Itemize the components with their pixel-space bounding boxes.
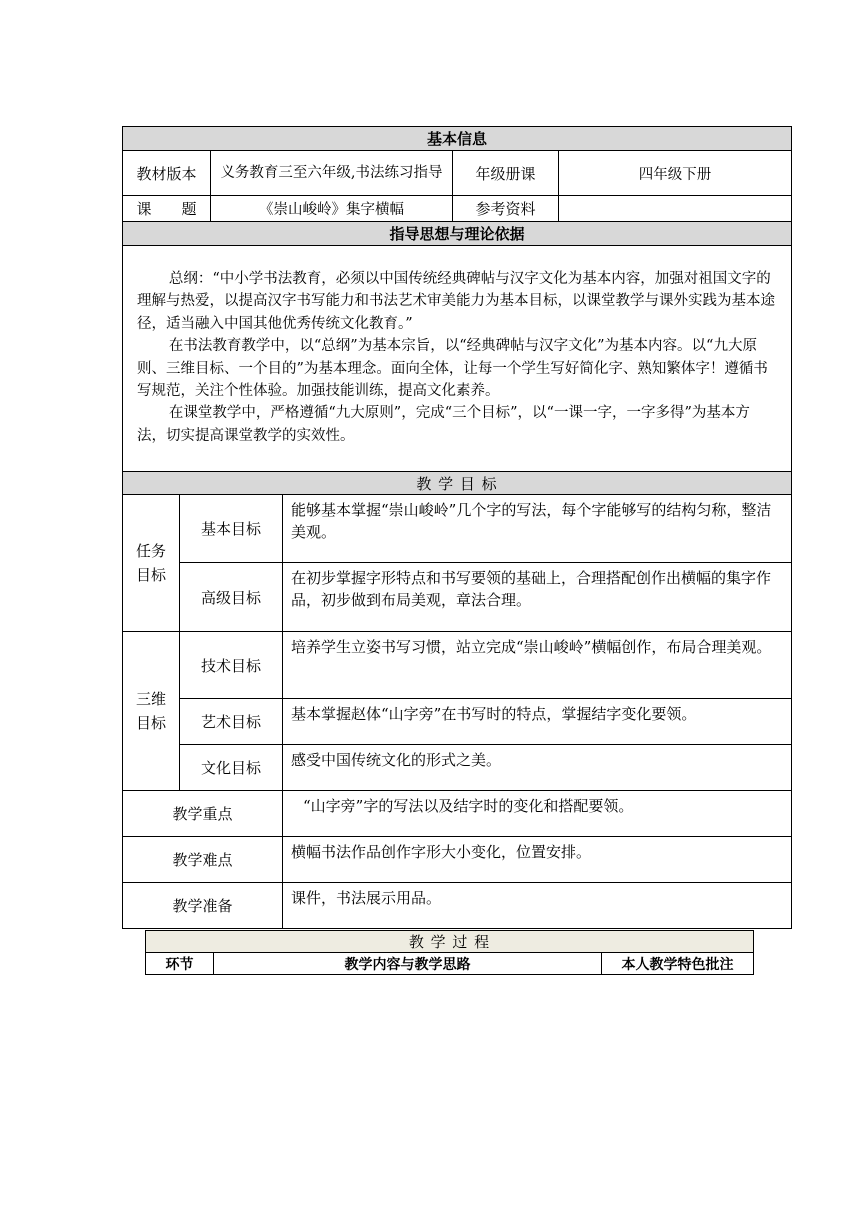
preparation-label: 教学准备 — [123, 883, 283, 929]
reference-value — [559, 196, 792, 222]
key-point-label: 教学重点 — [123, 791, 283, 837]
task-objectives-group — [123, 495, 180, 632]
process-col-content: 教学内容与教学思路 — [214, 953, 602, 975]
task-group-line1: 任务 — [135, 542, 166, 560]
guiding-paragraph-2: 在书法教育教学中，以“总纲”为基本宗旨，以“经典碑帖与汉字文化”为基本内容。以“九大原则、三维目标、一个目的”为基本理念。面向全体，让每一个学生写好简化字、熟知繁体字！遵循书写规范，关注个性体验。加强技能训练，提高文化素养。 — [137, 338, 768, 400]
topic-label: 课 题 — [123, 196, 211, 222]
three-group-line2: 目标 — [135, 714, 166, 732]
guiding-header: 指导思想与理论依据 — [123, 222, 792, 246]
culture-objective-label: 文化目标 — [180, 745, 283, 791]
difficulty-label: 教学难点 — [123, 837, 283, 883]
guiding-content — [123, 246, 792, 472]
key-point-text: “山字旁”字的写法以及结字时的变化和搭配要领。 — [283, 791, 792, 837]
tech-objective-text: 培养学生立姿书写习惯，站立完成“崇山峻岭”横幅创作，布局合理美观。 — [283, 632, 792, 699]
three-dim-objectives-group — [123, 632, 180, 791]
art-objective-text: 基本掌握赵体“山字旁”在书写时的特点，掌握结字变化要领。 — [283, 699, 792, 745]
guiding-paragraph-1: 总纲：“中小学书法教育，必须以中国传统经典碑帖与汉字文化为基本内容，加强对祖国文字的理解与热爱，以提高汉字书写能力和书法艺术审美能力为基本目标，以课堂教学与课外实践为基本途径，适当融入中国其他优秀传统文化教育。” — [137, 271, 775, 332]
grade-value: 四年级下册 — [559, 151, 792, 196]
basic-objective-label: 基本目标 — [180, 495, 283, 563]
basic-info-header: 基本信息 — [123, 127, 792, 151]
three-group-line1: 三维 — [135, 690, 166, 708]
topic-value: 《崇山峻岭》集字横幅 — [211, 196, 453, 222]
guiding-paragraph-3: 在课堂教学中，严格遵循“九大原则”，完成“三个目标”，以“一课一字，一字多得”为基本方法，切实提高课堂教学的实效性。 — [137, 405, 750, 444]
task-group-line2: 目标 — [135, 566, 166, 584]
culture-objective-text: 感受中国传统文化的形式之美。 — [283, 745, 792, 791]
art-objective-label: 艺术目标 — [180, 699, 283, 745]
advanced-objective-label: 高级目标 — [180, 563, 283, 632]
process-col-stage: 环节 — [146, 953, 214, 975]
objectives-header: 教 学 目 标 — [123, 472, 792, 495]
lesson-plan-table — [122, 126, 792, 929]
advanced-objective-text: 在初步掌握字形特点和书写要领的基础上，合理搭配创作出横幅的集字作品，初步做到布局美观，章法合理。 — [283, 563, 792, 632]
textbook-label: 教材版本 — [123, 151, 211, 196]
tech-objective-label: 技术目标 — [180, 632, 283, 699]
difficulty-text: 横幅书法作品创作字形大小变化，位置安排。 — [283, 837, 792, 883]
basic-objective-text: 能够基本掌握“崇山峻岭”几个字的写法，每个字能够写的结构匀称，整洁美观。 — [283, 495, 792, 563]
process-col-notes: 本人教学特色批注 — [602, 953, 754, 975]
reference-label: 参考资料 — [453, 196, 559, 222]
grade-label: 年级册课 — [453, 151, 559, 196]
preparation-text: 课件，书法展示用品。 — [283, 883, 792, 929]
process-table — [145, 930, 754, 975]
process-header: 教 学 过 程 — [146, 931, 754, 953]
textbook-value: 义务教育三至六年级,书法练习指导 — [211, 151, 453, 196]
